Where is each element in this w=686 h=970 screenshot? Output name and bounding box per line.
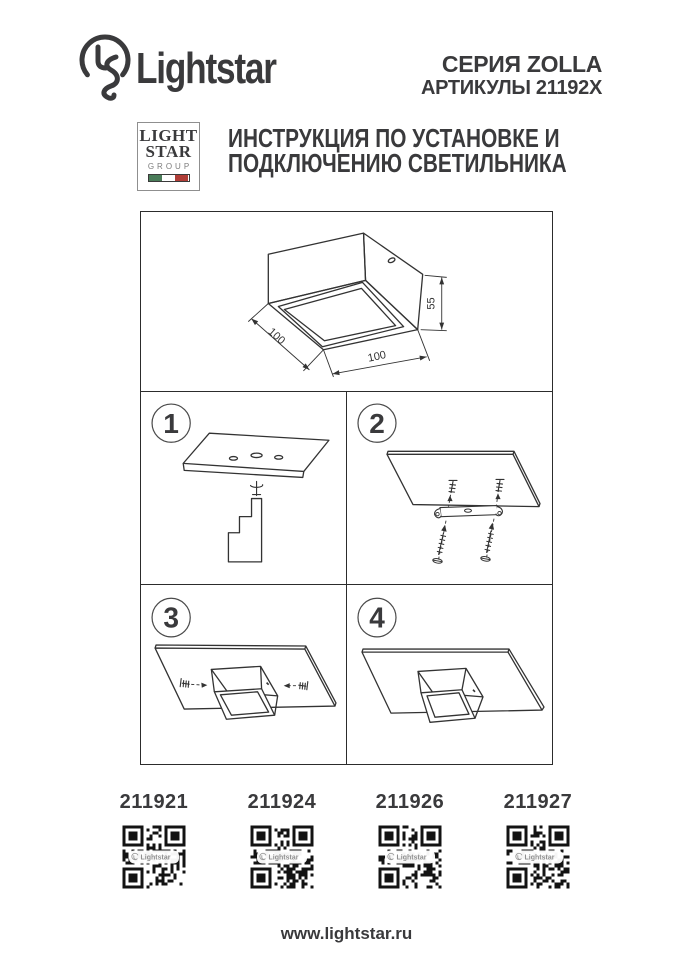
lower-screws	[432, 531, 493, 564]
series-block	[421, 52, 602, 100]
step-1-panel	[141, 392, 347, 585]
qr-code-image	[376, 823, 444, 891]
mounting-plate-drawing	[387, 451, 540, 506]
fixture-body-drawing	[418, 668, 483, 722]
step-2-drawing	[347, 392, 552, 584]
dimension-label-width: 100	[366, 349, 388, 365]
qr-code-image	[248, 823, 316, 891]
italian-flag-icon	[148, 174, 190, 182]
fixture-isometric-drawing	[141, 212, 552, 391]
qr-item	[488, 791, 588, 896]
flag-red	[175, 175, 188, 181]
dimension-label-depth: 100	[265, 325, 288, 348]
step-2-number: 2	[369, 408, 385, 440]
group-logo-line2: STAR	[145, 142, 192, 161]
step-3-panel	[141, 585, 347, 764]
step-4-drawing	[347, 585, 552, 764]
article-number: 211927	[503, 791, 573, 813]
flag-white	[162, 175, 175, 181]
qr-item	[232, 791, 332, 896]
lightstar-group-logo	[137, 122, 200, 191]
upper-screws	[449, 479, 504, 492]
qr-item	[104, 791, 204, 896]
step-3-number: 3	[163, 601, 179, 634]
page-title-line2: ПОДКЛЮЧЕНИЮ СВЕТИЛЬНИКА	[228, 148, 567, 178]
fixture-dimensions-panel	[141, 212, 552, 392]
fixture-body-drawing	[211, 666, 277, 719]
group-logo-line3: GROUP	[147, 162, 193, 171]
instruction-diagram-table	[140, 211, 553, 765]
group-logo-line1: LIGHT	[139, 126, 198, 145]
step-2-panel	[347, 392, 552, 585]
mounting-plate-drawing	[183, 433, 329, 477]
screw-guide-lines	[439, 483, 500, 559]
mounting-bracket-drawing	[435, 506, 503, 518]
qr-code-image	[504, 823, 572, 891]
qr-code-image	[120, 823, 188, 891]
step-bracket-drawing	[228, 499, 261, 562]
lightstar-bulb-icon	[78, 28, 136, 116]
article-number: 211926	[375, 791, 445, 813]
step-4-number: 4	[369, 601, 385, 634]
dimension-label-height: 55	[425, 297, 438, 310]
website-url: www.lightstar.ru	[280, 924, 413, 943]
series-title: СЕРИЯ ZOLLA	[441, 51, 602, 77]
step-3-drawing	[141, 585, 346, 764]
wiring-hole	[388, 257, 396, 264]
articles-subtitle: АРТИКУЛЫ 21192X	[420, 77, 602, 99]
qr-item	[360, 791, 460, 896]
step-1-drawing	[141, 392, 346, 584]
step-4-panel	[347, 585, 552, 764]
flag-green	[149, 175, 162, 181]
step-1-number: 1	[163, 408, 179, 440]
page-title-line1: ИНСТРУКЦИЯ ПО УСТАНОВКЕ И	[228, 123, 560, 153]
page-title	[228, 123, 567, 178]
article-number: 211921	[119, 791, 189, 813]
brand-wordmark: Lightstar	[136, 44, 276, 93]
article-number: 211924	[247, 791, 317, 813]
screw-icon	[251, 481, 263, 495]
